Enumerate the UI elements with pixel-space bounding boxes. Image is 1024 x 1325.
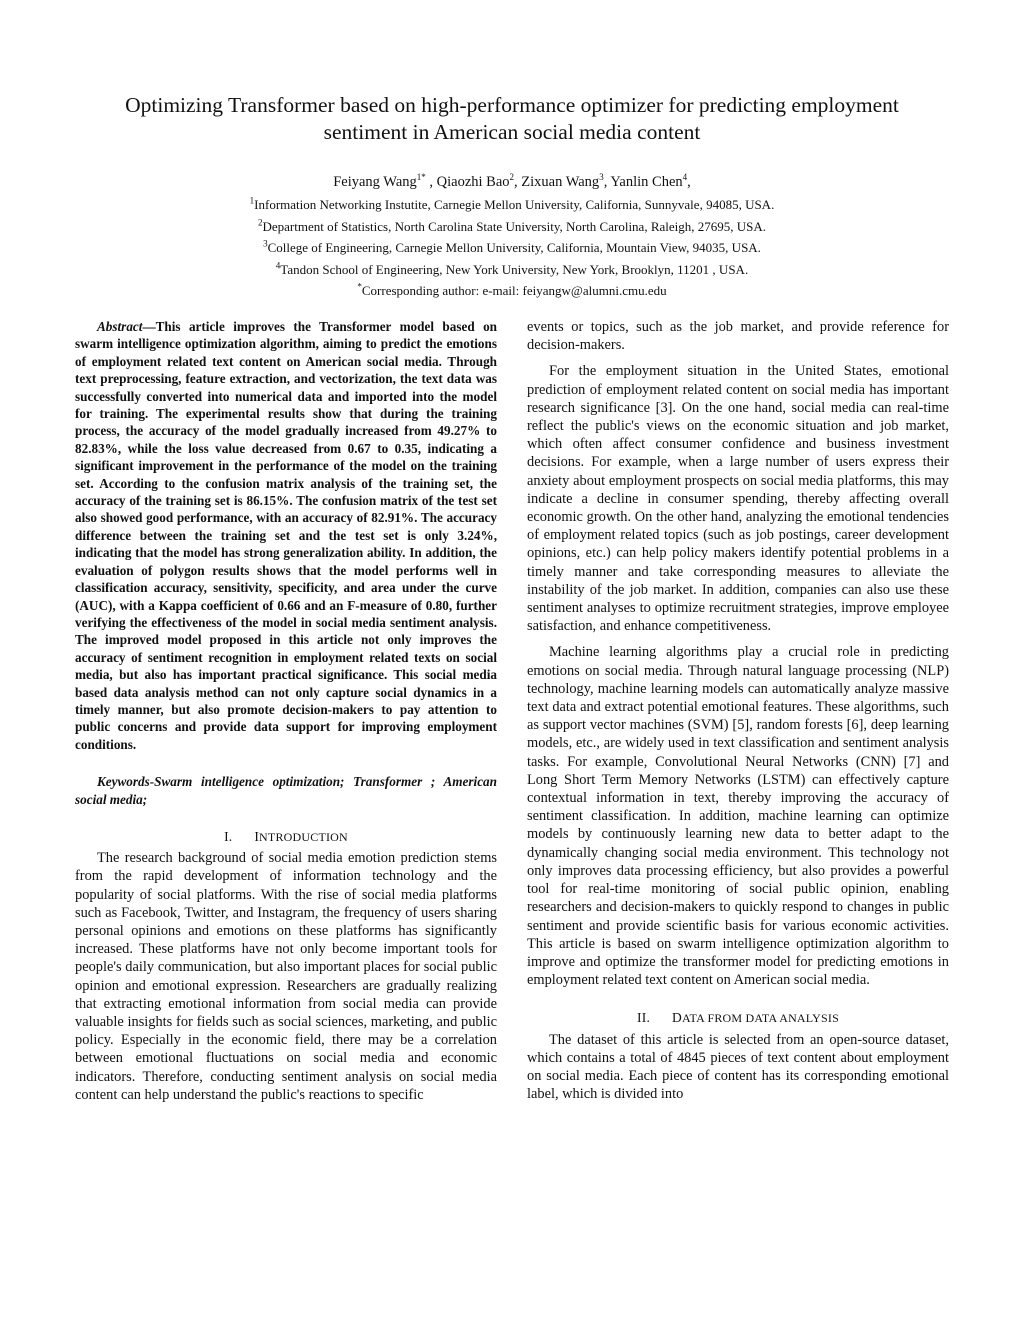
section-title-initial: D bbox=[672, 1010, 682, 1026]
affiliation-sup: * bbox=[357, 281, 362, 292]
affiliation bbox=[60, 237, 964, 259]
section-title-rest: ATA FROM DATA ANALYSIS bbox=[681, 1011, 839, 1026]
affiliation-text: Information Networking Instutite, Carnegie Mellon University, California, Sunnyvale, 94085, USA. bbox=[254, 197, 775, 212]
affiliation-text: Corresponding author: e-mail: feiyangw@alumni.cmu.edu bbox=[361, 283, 667, 298]
author-sep: , bbox=[514, 174, 522, 190]
section-number: I. bbox=[224, 828, 233, 844]
affiliation-sup: 1 bbox=[249, 195, 255, 206]
abstract bbox=[75, 318, 497, 753]
author-sup: 2 bbox=[509, 172, 515, 183]
affiliation-sup: 3 bbox=[263, 238, 268, 249]
author-list bbox=[60, 172, 964, 193]
author-sup: 3 bbox=[599, 172, 604, 183]
title-line-1: Optimizing Transformer based on high-performance optimizer for predicting employment bbox=[125, 93, 899, 117]
paragraph: For the employment situation in the United States, emotional prediction of employment related content on social media has important research significance [3]. On the one hand, social media can real-time reflect the public's views on the economic situation and job market, which often affect consumer confidence and business investment decisions. For example, when a large number of users express their anxiety about employment prospects on social media platforms, this may indicate a decline in consumer spending, thereby affecting overall economic growth. On the other hand, analyzing the emotional tendencies of employment related topics (such as job postings, career development opinions, etc.) can help policy makers identify potential problems in a timely manner and take corresponding measures to alleviate the instability of the job market. In addition, companies can also use these sentiment analyses to optimize recruitment strategies, improve employee satisfaction, and enhance competitiveness. bbox=[527, 363, 949, 635]
affiliation bbox=[60, 194, 964, 216]
author-name: Zixuan Wang bbox=[521, 174, 600, 190]
affiliation bbox=[60, 259, 964, 281]
author-name: Qiaozhi Bao bbox=[436, 174, 510, 190]
keywords: Keywords-Swarm intelligence optimization; Transformer ; American social media; bbox=[75, 774, 497, 807]
paragraph: The research background of social media emotion prediction stems from the rapid development of information technology and the popularity of social platforms. With the rise of social media platforms such as Facebook, Twitter, and Instagram, the frequency of users sharing personal opinions and emotions on these platforms has significantly increased. These platforms have not only become important tools for people's daily communication, but also important places for social public opinion and emotional expression. Researchers are gradually realizing that extracting emotional information from social media can provide valuable insights for fields such as social sciences, marketing, and public policy. Especially in the economic field, there may be a correlation between emotional fluctuations on social media and economic indicators. Therefore, conducting sentiment analysis on social media content can help understand the public's reactions to specific bbox=[75, 850, 497, 1103]
author-sup: 4 bbox=[682, 172, 688, 183]
section-number: II. bbox=[637, 1010, 651, 1026]
affiliation bbox=[60, 216, 964, 238]
paragraph: Machine learning algorithms play a crucial role in predicting emotions on social media. Through natural language processing (NLP) technology, machine learning models can automatically analyze massive text data and extract potential emotional features. These algorithms, such as support vector machines (SVM) [5], random forests [6], deep learning models, etc., are widely used in text classification and sentiment analysis tasks. For example, Convolutional Neural Networks (CNN) [7] and Long Short Term Memory Networks (LSTM) can effectively capture contextual information in text, thereby improving the accuracy of sentiment classification. In addition, machine learning can optimize models by continuously learning new data to better adapt to the dynamically changing social media environment. This technology not only improves data processing efficiency, but also provides a powerful tool for real-time monitoring of social public opinion, enabling researchers and decision-makers to quickly respond to changes in public sentiment and provide scientific basis for various economic activities. This article is based on swarm intelligence optimization algorithm to improve and optimize the transformer model for predicting emotions in employment related text content on American social media. bbox=[527, 644, 949, 989]
author-sep: , bbox=[603, 174, 611, 190]
title-line-2: sentiment in American social media content bbox=[323, 120, 701, 144]
affiliation-sup: 2 bbox=[257, 217, 263, 228]
author-name: Yanlin Chen bbox=[610, 174, 683, 190]
affiliation-text: Department of Statistics, North Carolina State University, North Carolina, Raleigh, 27695, USA. bbox=[262, 218, 767, 234]
author-sep: , bbox=[687, 174, 691, 190]
author-sep: , bbox=[425, 174, 437, 190]
section-heading-introduction bbox=[75, 828, 497, 846]
affiliation-sup: 4 bbox=[275, 260, 281, 271]
author-name: Feiyang Wang bbox=[333, 174, 417, 190]
corresponding-author bbox=[60, 280, 964, 302]
paper-title bbox=[60, 92, 964, 146]
section-title-rest: NTRODUCTION bbox=[259, 829, 348, 844]
section-heading-data bbox=[527, 1009, 949, 1027]
affiliation-text: College of Engineering, Carnegie Mellon University, California, Mountain View, 94035, USA. bbox=[267, 240, 761, 255]
affiliation-text: Tandon School of Engineering, New York University, New York, Brooklyn, 11201 , USA. bbox=[280, 261, 749, 277]
abstract-label: Abstract bbox=[97, 319, 143, 334]
paragraph-continued: events or topics, such as the job market, and provide reference for decision-makers. bbox=[527, 319, 949, 354]
right-column bbox=[527, 318, 949, 1111]
section-title-initial: I bbox=[254, 828, 260, 844]
left-column bbox=[75, 318, 497, 1112]
author-sup: 1* bbox=[416, 172, 426, 183]
paragraph: The dataset of this article is selected from an open-source dataset, which contains a total of 4845 pieces of text content about employment on social media. Each piece of content has its corresponding emotional label, which is divided into bbox=[527, 1031, 949, 1103]
author-block bbox=[60, 172, 964, 302]
abstract-text: —This article improves the Transformer model based on swarm intelligence optimization algorithm, aiming to predict the emotions of employment related text content on American social media. Through text preprocessing, feature extraction, and vectorization, the text data was successfully converted into numerical data and imported into the model for training. The experimental results show that during the training process, the accuracy of the model gradually increased from 49.27% to 82.83%, while the loss value decreased from 0.67 to 0.35, indicating a significant improvement in the performance of the model on the training set. According to the confusion matrix analysis of the training set, the accuracy of the training set is 86.15%. The confusion matrix of the test set also showed good performance, with an accuracy of 82.91%. The accuracy difference between the training set and the test set is only 3.24%, indicating that the model has strong generalization ability. In addition, the evaluation of polygon results shows that the model performs well in classification accuracy, sensitivity, specificity, and area under the curve (AUC), with a Kappa coefficient of 0.66 and an F-measure of 0.80, further verifying the effectiveness of the model in social media sentiment analysis. The improved model proposed in this article not only improves the accuracy of sentiment recognition in employment related texts on social media, but also has important practical significance. This social media based data analysis method can not only capture social dynamics in a timely manner, but also promote decision-makers to pay attention to public concerns and provide data support for improving employment conditions. bbox=[75, 319, 497, 752]
